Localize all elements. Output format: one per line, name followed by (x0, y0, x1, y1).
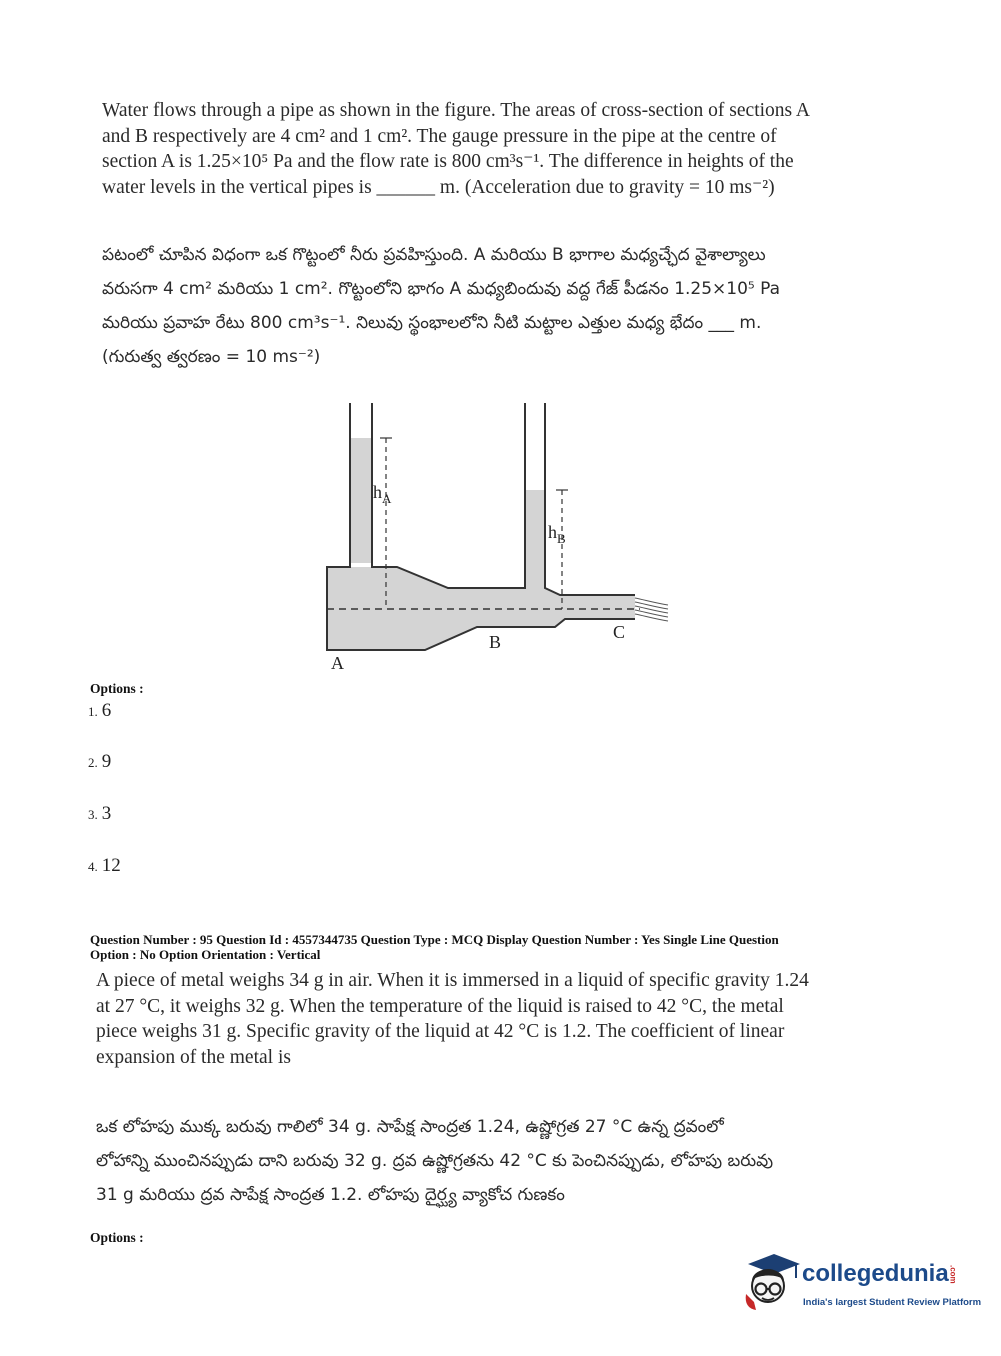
pipe-flow-diagram (300, 395, 680, 680)
option-value: 6 (101, 700, 112, 721)
label-ha-main: h (373, 482, 382, 502)
meta-line: Option : No Option Orientation : Vertical (90, 947, 321, 962)
text-line: (గురుత్వ త్వరణం = 10 ms⁻²) (102, 347, 321, 367)
option-number: 1. (88, 704, 98, 719)
question-95-text-telugu (96, 1110, 886, 1212)
options-label: Options : (90, 681, 144, 696)
text-line: and B respectively are 4 cm² and 1 cm². The gauge pressure in the pipe at the centre of (102, 125, 777, 147)
option-number: 2. (88, 755, 98, 770)
mascot-icon (740, 1250, 802, 1318)
label-hb-sub: B (557, 531, 566, 546)
option-value: 3 (101, 803, 112, 824)
text-line: మరియు ప్రవాహ రేటు 800 cm³s⁻¹. నిలువు స్థంభాలలోని నీటి మట్టాల ఎత్తుల మధ్య భేదం ___ m. (102, 313, 762, 333)
logo-suffix: .com (948, 1265, 958, 1284)
text-line: Water flows through a pipe as shown in the figure. The areas of cross-section of sections A (102, 100, 811, 121)
text-line: 31 g మరియు ద్రవ సాపేక్ష సాంద్రత 1.2. లోహపు దైర్ఘ్య వ్యాకోచ గుణకం (96, 1185, 565, 1205)
text-line: section A is 1.25×10⁵ Pa and the flow rate is 800 cm³s⁻¹. The difference in heights of the (102, 151, 794, 172)
text-line: A piece of metal weighs 34 g in air. When it is immersed in a liquid of specific gravity 1.24 (96, 970, 809, 991)
label-ha (373, 482, 392, 506)
option-value: 12 (101, 855, 121, 876)
text-line: water levels in the vertical pipes is ______ m. (Acceleration due to gravity = 10 ms⁻²) (102, 176, 775, 198)
option-number: 3. (88, 807, 98, 822)
question-meta (90, 932, 890, 962)
text-line: piece weighs 31 g. Specific gravity of the liquid at 42 °C is 1.2. The coefficient of linear (96, 1021, 785, 1042)
text-line: పటంలో చూపిన విధంగా ఒక గొట్టంలో నీరు ప్రవహిస్తుంది. A మరియు B భాగాల మధ్యచ్ఛేద వైశాల్యాలు (102, 245, 766, 265)
height-marker-b (556, 490, 568, 609)
option-3[interactable] (88, 803, 111, 825)
text-line: at 27 °C, it weighs 32 g. When the temperature of the liquid is raised to 42 °C, the metal (96, 995, 784, 1017)
option-1[interactable] (88, 700, 111, 722)
options-label-q95: Options : (90, 1230, 144, 1245)
collegedunia-logo (740, 1250, 982, 1318)
label-section-b: B (489, 632, 502, 652)
question-text-english (102, 98, 882, 200)
text-line: లోహాన్ని ముంచినప్పుడు దాని బరువు 32 g. ద్రవ ఉష్ణోగ్రతను 42 °C కు పెంచినప్పుడు, లోహపు బరువు (96, 1151, 774, 1171)
label-hb-main: h (548, 522, 557, 542)
water-column-a (350, 438, 372, 563)
meta-line: Question Number : 95 Question Id : 4557344735 Question Type : MCQ Display Question Number : Yes Single Line Question (90, 932, 779, 947)
logo-name: collegedunia (802, 1260, 949, 1287)
text-line: expansion of the metal is (96, 1046, 291, 1068)
label-ha-sub: A (382, 491, 392, 506)
water-column-b (525, 490, 545, 590)
label-hb (548, 522, 566, 546)
option-value: 9 (101, 751, 112, 772)
logo-wordmark (802, 1260, 958, 1288)
question-text-telugu (102, 238, 882, 374)
option-number: 4. (88, 859, 98, 874)
pipe-fill (327, 567, 635, 650)
option-4[interactable] (88, 855, 121, 877)
option-2[interactable] (88, 751, 111, 773)
text-line: వరుసగా 4 cm² మరియు 1 cm². గొట్టంలోని భాగం A మధ్యబిందువు వద్ద గేజ్ పీడనం 1.25×10⁵ Pa (102, 279, 781, 299)
label-section-c: C (613, 622, 626, 642)
question-95-text-english (96, 968, 886, 1070)
text-line: ఒక లోహపు ముక్క బరువు గాలిలో 34 g. సాపేక్ష సాంద్రత 1.24, ఉష్ణోగ్రత 27 °C ఉన్న ద్రవంలో (96, 1117, 724, 1137)
logo-tagline: India's largest Student Review Platform (803, 1297, 982, 1308)
label-section-a: A (331, 653, 344, 673)
